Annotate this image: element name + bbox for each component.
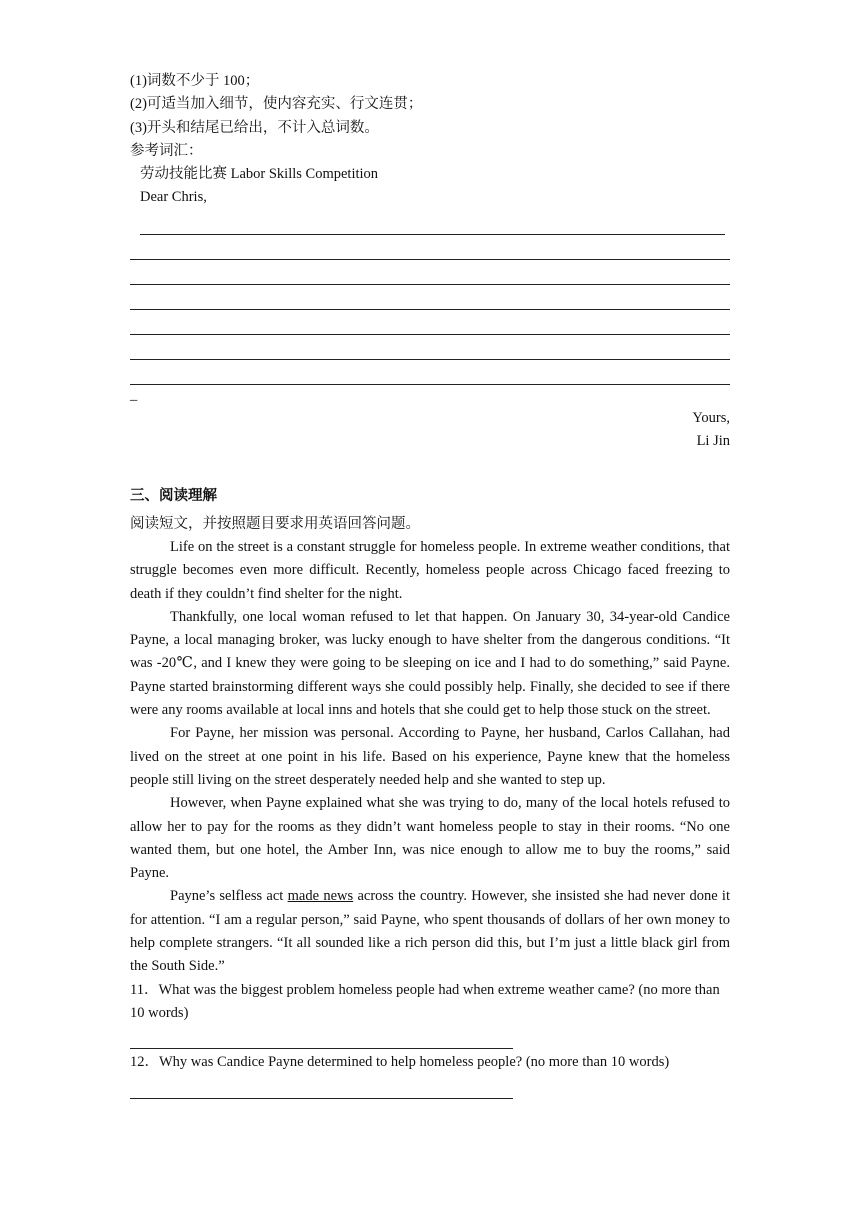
section-title: 三、阅读理解 [130, 488, 217, 505]
writing-line[interactable] [130, 235, 730, 260]
passage-text: across the country. However, she insisted she had never done it for attention. “I am a regular person,” said Payne, who spent thousands of dollars of her own money to help complete strangers. “It all sounded like a rich person did this, but I’m just a little black girl from the South Side.” [130, 888, 730, 975]
writing-line[interactable] [130, 335, 730, 360]
passage-paragraph-5 [130, 885, 730, 978]
letter-signature: Li Jin [696, 433, 730, 450]
passage-paragraph-2: Thankfully, one local woman refused to let that happen. On January 30, 34-year-old Candice Payne, a local managing broker, was lucky enough to have shelter from the dangerous conditions. “It was -20℃, and I knew they were going to be sleeping on ice and I had to do something,” said Payne. Payne started brainstorming different ways she could possibly help. Finally, she decided to see if there were any rooms available at local inns and hotels that she could get to help those stuck on the street. [130, 608, 730, 719]
underlined-phrase: made news [287, 888, 354, 905]
vocab-label: 参考词汇： [130, 142, 203, 159]
document-page [130, 70, 730, 1101]
passage-paragraph-1: Life on the street is a constant struggle for homeless people. In extreme weather conditions, that struggle becomes even more difficult. Recently, homeless people across Chicago faced freezing to death if they couldn’t find shelter for the night. [130, 538, 730, 602]
answer-line-12[interactable] [130, 1075, 513, 1099]
trailing-underscore: _ [130, 386, 138, 403]
instruction: 阅读短文，并按照题目要求用英语回答问题。 [130, 515, 420, 532]
writing-line[interactable] [130, 285, 730, 310]
letter-closing: Yours, [692, 409, 730, 426]
passage-paragraph-4: However, when Payne explained what she was trying to do, many of the local hotels refused to allow her to pay for the rooms as they didn’t want homeless people to stay in their rooms. “No one wanted them, but one hotel, the Amber Inn, was nice enough to allow me to buy the rooms,” said Payne. [130, 795, 730, 882]
requirement-1: (1)词数不少于 100； [130, 73, 260, 89]
requirement-2: (2)可适当加入细节，使内容充实、行文连贯； [130, 96, 423, 113]
answer-line-11[interactable] [130, 1025, 513, 1049]
requirement-3: (3)开头和结尾已给出，不计入总词数。 [130, 119, 379, 136]
letter-greeting: Dear Chris, [140, 189, 207, 206]
writing-line[interactable] [130, 360, 730, 385]
writing-line[interactable] [130, 260, 730, 285]
passage-paragraph-3: For Payne, her mission was personal. According to Payne, her husband, Carlos Callahan, had lived on the street at one point in his life. Based on his experience, Payne knew that the homeless people still living on the street desperately needed help and she wanted to step up. [130, 725, 730, 788]
question-11: 11．What was the biggest problem homeless people had when extreme weather came? (no more than 10 words) [130, 981, 720, 1021]
vocab-item: 劳动技能比赛 Labor Skills Competition [140, 166, 379, 183]
question-12: 12．Why was Candice Payne determined to help homeless people? (no more than 10 words) [130, 1054, 670, 1071]
writing-line[interactable] [140, 210, 725, 235]
writing-line[interactable] [130, 310, 730, 335]
passage-text: Payne’s selfless act [170, 888, 288, 905]
